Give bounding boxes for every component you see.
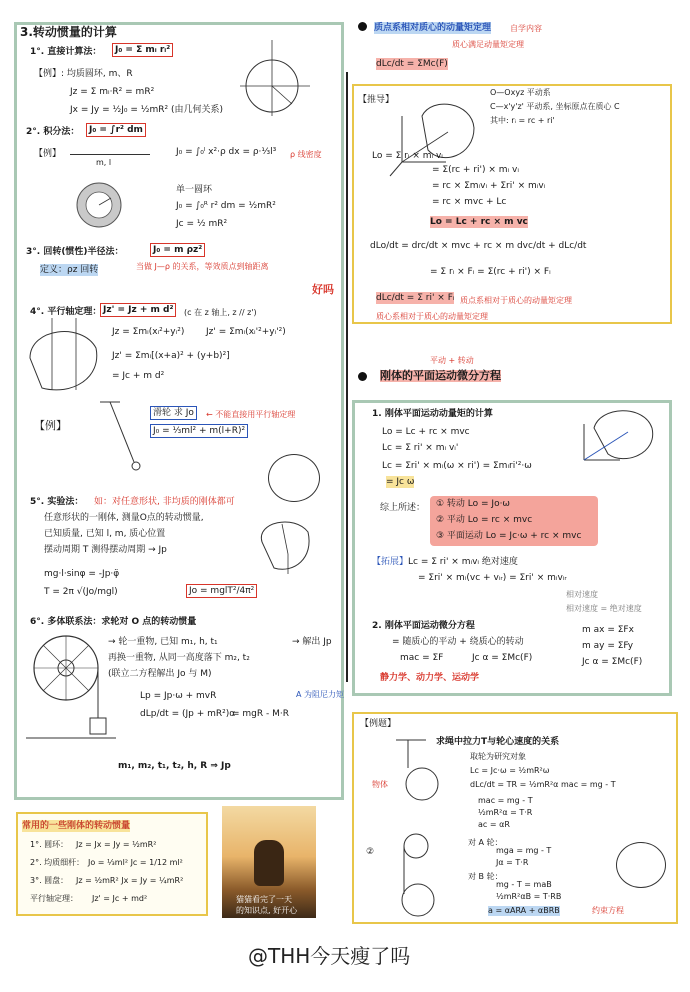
rb-a6: ac = αR [478,820,510,829]
left-section-title: 3.转动惯量的计算 [20,25,117,39]
rb-b3: Jα = T·R [496,858,529,867]
rm-s2: 2. 刚体平面运动微分方程 [372,621,475,631]
sticker-face-2 [616,842,666,888]
bullet-dot-2 [358,372,367,381]
rm-d2: mac = ΣF [400,653,444,663]
cat-silhouette [254,840,284,886]
parallel-axis-formula: Jz' = Jz + m d² [100,303,176,317]
rb-b5: mg - T = maB [496,880,552,889]
integral-example: 【例】 [34,149,62,159]
rb-warn: 物体 [372,780,388,789]
multibody-eq1: Lp = Jp·ω + mvR [140,691,217,701]
rb-a3: dLc/dt = TR = ½mR²α mac = mg - T [470,780,616,789]
experiment-eq2: T = 2π √(Jo/mgl) [44,587,118,597]
pendulum-diagram [90,398,150,472]
pendulum-boxed-label: 滑轮 求 Jo [150,406,197,420]
summary-r1-label: 1°. 圆环： [30,840,69,849]
right-mid-above: 平动 + 转动 [430,356,474,365]
rm-ext-note: 相对速度 = 绝对速度 [566,604,642,613]
rb-b6: ½mR²αB = T·RB [496,892,562,901]
gyration-label: 3°. 回转(惯性)半径法： [26,247,124,257]
proof-p10: = Σ rᵢ × Fᵢ = Σ(rc + ri') × Fᵢ [430,267,551,277]
integral-note1: ρ 线密度 [290,150,322,159]
summary-r4-label: 平行轴定理： [30,894,78,903]
rm-e1: Lo = Lc + rc × mvc [382,427,470,437]
rm-s1: 1. 刚体平面运动动量矩的计算 [372,409,493,419]
cat-caption-1: 猫猫看完了一天 [236,895,292,904]
proof-p1: O—Oxyz 平动系 [490,88,551,97]
multibody-eq2: dLp/dt = (Jp + mR²)α [140,709,236,719]
parallel-eq1: Jz = Σmᵢ(xᵢ²+yᵢ²) [112,327,185,337]
parallel-axis-condition: (c 在 z 轴上, z // z') [184,308,257,317]
summary-r1-eq: Jz = Jx = Jy = ½mR² [76,840,157,849]
rm-sum1: ① 转动 Lo = Jo·ω [436,499,510,509]
proof-label: 【推导】 [358,95,395,105]
sticker-face-1 [268,454,320,502]
direct-eq1: Jz = Σ mᵢ·R² = mR² [70,87,155,97]
proof-p4: Lo = Σ rᵢ × mᵢ vᵢ [372,151,443,161]
rb-b7: a = αARA + αBRB [488,906,560,915]
rm-d3: Jc α = ΣMc(F) [472,653,533,663]
right-mid-header: 刚体的平面运动微分方程 [380,369,501,382]
integral-eq1: J₀ = ∫₀ˡ x²·ρ dx = ρ·⅓l³ [176,147,277,157]
experiment-text4: 摆动周期 T 测得摆动周期 → Jp [44,545,167,555]
rm-labels: 静力学、动力学、运动学 [380,673,480,683]
rm-ext3: 相对速度 [566,590,598,599]
summary-r3-eq: Jz = ½mR² Jx = Jy = ¼mR² [76,876,184,885]
ring-diagram [232,36,312,116]
rb-note: 约束方程 [592,906,624,915]
parallel-axis-diagram [22,318,102,398]
rb-a2: Lc = Jc·ω = ½mR²ω [470,766,550,775]
right-top-header: 质点系相对质心的动量矩定理 [374,23,492,33]
direct-method-label: 1°. 直接计算法： [30,47,102,57]
rm-d1: = 随质心的平动 + 绕质心的转动 [392,637,524,647]
rb-b1: 对 A 轮： [468,838,503,847]
proof-p7: = rc × mvc + Lc [432,197,507,207]
summary-r2-eq: Jo = ⅓ml² Jc = 1/12 ml² [88,858,183,867]
experiment-text3: 已知质量, 已知 l, m, 质心位置 [44,529,166,539]
experiment-diagram [254,512,314,584]
rb-b2: mga = mg - T [496,846,552,855]
summary-r3-label: 3°. 圆盘： [30,876,69,885]
rm-sum-title: 综上所述： [380,503,426,513]
multibody-label: 6°. 多体联系法：求轮对 O 点的转动惯量 [30,617,197,627]
rb-b4: 对 B 轮： [468,872,503,881]
example2-diagram [388,832,448,918]
cat-photo [222,806,316,918]
multibody-eq3: = mgR - M·R [232,709,289,719]
integral-method-formula: J₀ = ∫r² dm [86,123,146,137]
summary-r2-label: 2°. 均质细杆： [30,858,85,867]
integral-eq2: J₀ = ∫₀ᴿ r² dm = ½mR² [176,201,276,211]
pendulum-example-label: 【例】 [34,419,67,432]
gyration-note: 当做 J—ρ 的关系，等效质点到轴距离 [136,262,269,271]
rm-ext: 【拓展】 [372,557,409,567]
proof-p8: Lo = Lc + rc × m vc [430,217,528,227]
rb-q2: ② [366,847,375,857]
experiment-text1: 如：对任意形状, 非均质的刚体都可 [94,497,235,507]
pendulum-boxed-eq: J₀ = ⅓ml² + m(l+R)² [150,424,248,438]
direct-eq2: Jx = Jy = ½J₀ = ½mR² (由几何关系) [70,105,223,115]
rod-line [70,154,150,155]
footer-watermark: @THH今天瘦了吗 [248,944,411,968]
integral-eq3: Jc = ⅟₂ mR² [176,219,228,229]
multibody-find: → 解出 Jp [292,637,332,647]
proof-p9: dLo/dt = drc/dt × mvc + rc × m dvc/dt + dLc/dt [370,241,587,251]
proof-p6: = rc × Σmᵢvᵢ + Σri' × mᵢvᵢ [432,181,546,191]
proof-p3: 其中: rᵢ = rc + ri' [490,116,555,125]
multibody-final: m₁, m₂, t₁, t₂, h, R ⇒ Jp [118,761,231,771]
rm-sum3: ③ 平面运动 Lo = Jc·ω + rc × mvc [436,531,582,541]
rm-sum2: ② 平动 Lo = rc × mvc [436,515,533,525]
parallel-eq2: Jz' = Σmᵢ(xᵢ'²+yᵢ'²) [206,327,286,337]
experiment-result: Jo = mglT²/4π² [186,584,257,598]
experiment-text2: 任意形状的一刚体, 测量O点的转动惯量, [44,513,204,523]
rm-e4: = Jc ω [386,477,415,487]
proof-p13: 质心系相对于质心的动量矩定理 [376,312,488,321]
multibody-side-note: A 为阻尼力矩 [296,690,345,699]
direct-example: 【例】: 均质圆环, m、R [34,69,133,79]
parallel-axis-label: 4°. 平行轴定理： [30,307,102,317]
multibody-text3: (联立二方程解出 Jo 与 M) [108,669,212,679]
rm-e2: Lc = Σ ri' × mᵢ vᵢ' [382,443,459,453]
summary-r4-eq: Jz' = Jc + md² [92,894,148,903]
gyration-side-note: 好吗 [312,283,334,296]
rb-a5: ½mR²α = T·R [478,808,533,817]
rm-ext2: = Σri' × mᵢ(vc + vᵢᵣ) = Σri' × mᵢvᵢᵣ [418,573,567,583]
cat-caption-2: 的知识点, 好开心 [236,906,298,915]
experiment-label: 5°. 实验法： [30,497,84,507]
rigid-body-diagram [574,404,660,474]
integral-method-label: 2°. 积分法： [26,127,80,137]
rb-header: 【例题】 [360,719,397,729]
proof-p11: dLc/dt = Σ ri' × Fᵢ [376,293,455,303]
bullet-dot-1 [358,22,367,31]
rm-d4: m ax = ΣFx [582,625,634,635]
rb-a4: mac = mg - T [478,796,533,805]
rb-a1: 取轮为研究对象 [470,752,526,761]
direct-method-formula: J₀ = Σ mᵢ rᵢ² [112,43,173,57]
disk-diagram [74,180,124,230]
proof-p5: = Σ(rc + ri') × mᵢ vᵢ [432,165,519,175]
column-divider [346,72,348,682]
rm-d6: Jc α = ΣMc(F) [582,657,643,667]
proof-p2: C—x'y'z' 平动系, 坐标原点在质心 C [490,102,620,111]
right-top-header-note: 自学内容 [510,24,542,33]
experiment-eq1: mg·l·sinφ = -Jp·φ̈ [44,569,120,579]
rb-q1: 求绳中拉力T与轮心速度的关系 [436,737,560,747]
gyration-definition: 定义：ρz 回转 [40,265,99,275]
multibody-text1: → 轮一重物, 已知 m₁, h, t₁ [108,637,218,647]
rod-label: m, l [96,158,112,167]
rm-ext1: Lc = Σ ri' × mᵢvᵢ 绝对速度 [408,557,518,567]
multibody-text2: 再换一重物, 从同一高度落下 m₂, t₂ [108,653,250,663]
wheel-diagram [26,628,116,748]
gyration-formula: J₀ = m ρz² [150,243,205,257]
right-top-sub-note: 质心满足动量矩定理 [452,40,524,49]
rm-d5: m ay = ΣFy [582,641,634,651]
rm-e3: Lc = Σri' × mᵢ(ω × ri') = Σmᵢri'²·ω [382,461,532,471]
disk-note: 单一圆环 [176,185,213,195]
proof-p12: 质点系相对于质心的动量矩定理 [460,296,572,305]
summary-title: 常用的一些刚体的转动惯量 [22,821,131,831]
parallel-eq3: Jz' = Σmᵢ[(x+a)² + (y+b)²] [112,351,230,361]
pendulum-note: ← 不能直接用平行轴定理 [206,410,296,419]
right-top-formula: dLc/dt = ΣMc(F) [376,59,448,69]
parallel-eq4: = Jc + m d² [112,371,165,381]
